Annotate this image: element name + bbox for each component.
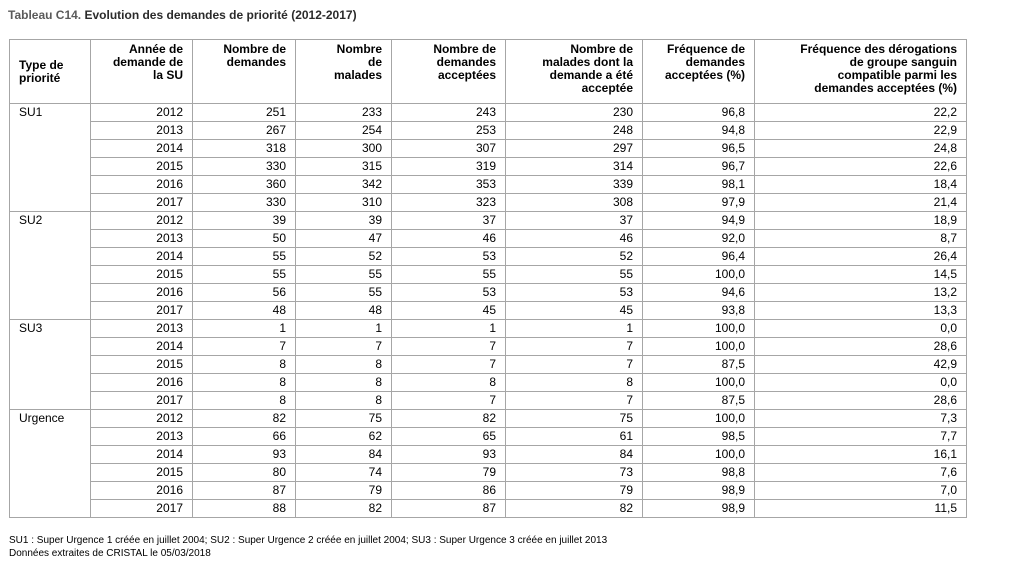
table-cell: 21,4 [755, 194, 967, 212]
header-accepted-patients: Nombre de malades dont la demande a été acceptée [506, 40, 643, 104]
table-cell: 339 [506, 176, 643, 194]
table-row [10, 266, 967, 284]
table-cell: 7 [392, 338, 506, 356]
table-cell: 2015 [91, 266, 193, 284]
table-row [10, 122, 967, 140]
table-cell: 2014 [91, 338, 193, 356]
table-cell: 7 [506, 338, 643, 356]
table-cell: 7 [392, 356, 506, 374]
table-cell: 8,7 [755, 230, 967, 248]
table-cell: 82 [193, 410, 296, 428]
table-cell: 82 [392, 410, 506, 428]
table-cell: 8 [392, 374, 506, 392]
table-cell: 2016 [91, 284, 193, 302]
table-cell: 1 [392, 320, 506, 338]
table-row [10, 248, 967, 266]
table-cell: 93 [392, 446, 506, 464]
table-cell: 330 [193, 158, 296, 176]
table-cell: 80 [193, 464, 296, 482]
table-cell: 98,1 [643, 176, 755, 194]
table-cell: 8 [296, 374, 392, 392]
table-cell: 87,5 [643, 392, 755, 410]
table-cell: 100,0 [643, 410, 755, 428]
table-row [10, 140, 967, 158]
table-cell: 307 [392, 140, 506, 158]
table-cell: 7,7 [755, 428, 967, 446]
header-accepted: Nombre de demandes acceptées [392, 40, 506, 104]
table-cell: 65 [392, 428, 506, 446]
table-cell: 8 [193, 356, 296, 374]
footnote-source: Données extraites de CRISTAL le 05/03/2018 [9, 548, 211, 559]
table-cell: 2013 [91, 230, 193, 248]
footnote-definitions: SU1 : Super Urgence 1 créée en juillet 2004; SU2 : Super Urgence 2 créée en juillet 2004; SU3 : Super Urgence 3 créée en juillet 2013 [9, 535, 608, 546]
table-cell: 342 [296, 176, 392, 194]
priority-type-cell: SU2 [10, 212, 91, 320]
table-cell: 233 [296, 104, 392, 122]
table-cell: 318 [193, 140, 296, 158]
table-cell: 82 [296, 500, 392, 518]
table-cell: 96,5 [643, 140, 755, 158]
table-cell: 310 [296, 194, 392, 212]
table-cell: 82 [506, 500, 643, 518]
table-title-prefix: Tableau C14. [8, 8, 82, 22]
table-cell: 56 [193, 284, 296, 302]
table-row [10, 392, 967, 410]
table-cell: 98,5 [643, 428, 755, 446]
table-cell: 254 [296, 122, 392, 140]
table-cell: 7 [506, 356, 643, 374]
table-cell: 18,9 [755, 212, 967, 230]
table-cell: 96,4 [643, 248, 755, 266]
table-cell: 2017 [91, 302, 193, 320]
table-cell: 46 [506, 230, 643, 248]
table-cell: 13,3 [755, 302, 967, 320]
header-row [10, 40, 967, 104]
table-cell: 267 [193, 122, 296, 140]
table-cell: 314 [506, 158, 643, 176]
table-cell: 1 [506, 320, 643, 338]
table-cell: 42,9 [755, 356, 967, 374]
table-cell: 2014 [91, 446, 193, 464]
table-row [10, 194, 967, 212]
table-cell: 22,2 [755, 104, 967, 122]
table-cell: 14,5 [755, 266, 967, 284]
table-cell: 92,0 [643, 230, 755, 248]
table-row [10, 374, 967, 392]
table-cell: 75 [296, 410, 392, 428]
table-cell: 87 [193, 482, 296, 500]
table-row [10, 338, 967, 356]
header-derogation-rate: Fréquence des dérogations de groupe sanguin compatible parmi les demandes acceptées (%) [755, 40, 967, 104]
table-cell: 251 [193, 104, 296, 122]
table-row [10, 464, 967, 482]
header-requests: Nombre de demandes [193, 40, 296, 104]
table-row [10, 230, 967, 248]
table-row [10, 284, 967, 302]
priority-type-cell: SU3 [10, 320, 91, 410]
table-cell: 79 [392, 464, 506, 482]
table-cell: 2012 [91, 410, 193, 428]
table-cell: 53 [392, 248, 506, 266]
table-cell: 79 [506, 482, 643, 500]
table-row [10, 212, 967, 230]
table-cell: 319 [392, 158, 506, 176]
table-cell: 84 [506, 446, 643, 464]
priority-requests-table [9, 39, 967, 518]
table-cell: 0,0 [755, 374, 967, 392]
table-cell: 230 [506, 104, 643, 122]
table-cell: 2017 [91, 500, 193, 518]
table-cell: 62 [296, 428, 392, 446]
table-cell: 28,6 [755, 338, 967, 356]
table-cell: 75 [506, 410, 643, 428]
table-row [10, 356, 967, 374]
table-cell: 66 [193, 428, 296, 446]
table-cell: 16,1 [755, 446, 967, 464]
table-cell: 39 [193, 212, 296, 230]
table-cell: 84 [296, 446, 392, 464]
table-cell: 96,8 [643, 104, 755, 122]
table-cell: 308 [506, 194, 643, 212]
table-cell: 100,0 [643, 266, 755, 284]
table-cell: 53 [506, 284, 643, 302]
table-cell: 46 [392, 230, 506, 248]
table-cell: 2012 [91, 104, 193, 122]
table-cell: 2016 [91, 374, 193, 392]
table-cell: 24,8 [755, 140, 967, 158]
table-cell: 52 [506, 248, 643, 266]
table-cell: 7,6 [755, 464, 967, 482]
header-acceptance-rate: Fréquence de demandes acceptées (%) [643, 40, 755, 104]
table-cell: 98,9 [643, 482, 755, 500]
table-cell: 7,0 [755, 482, 967, 500]
header-year: Année de demande de la SU [91, 40, 193, 104]
table-cell: 86 [392, 482, 506, 500]
table-cell: 55 [506, 266, 643, 284]
table-cell: 2012 [91, 212, 193, 230]
table-cell: 45 [392, 302, 506, 320]
table-cell: 87,5 [643, 356, 755, 374]
table-cell: 1 [296, 320, 392, 338]
table-cell: 96,7 [643, 158, 755, 176]
table-cell: 2017 [91, 392, 193, 410]
table-body [10, 104, 967, 518]
table-cell: 13,2 [755, 284, 967, 302]
table-title-text: Evolution des demandes de priorité (2012-2017) [84, 8, 357, 22]
table-cell: 88 [193, 500, 296, 518]
table-cell: 0,0 [755, 320, 967, 338]
table-cell: 100,0 [643, 374, 755, 392]
priority-type-cell: Urgence [10, 410, 91, 518]
table-cell: 11,5 [755, 500, 967, 518]
table-cell: 55 [296, 266, 392, 284]
table-cell: 8 [296, 356, 392, 374]
table-title [8, 8, 357, 22]
table-cell: 73 [506, 464, 643, 482]
table-cell: 47 [296, 230, 392, 248]
table-cell: 55 [193, 266, 296, 284]
table-cell: 8 [506, 374, 643, 392]
table-cell: 8 [193, 374, 296, 392]
table-cell: 39 [296, 212, 392, 230]
table-row [10, 446, 967, 464]
table-cell: 87 [392, 500, 506, 518]
table-cell: 55 [193, 248, 296, 266]
table-row [10, 410, 967, 428]
table-cell: 100,0 [643, 446, 755, 464]
priority-type-cell: SU1 [10, 104, 91, 212]
table-cell: 2015 [91, 158, 193, 176]
table-cell: 94,8 [643, 122, 755, 140]
table-cell: 248 [506, 122, 643, 140]
table-cell: 28,6 [755, 392, 967, 410]
table-row [10, 320, 967, 338]
table-cell: 61 [506, 428, 643, 446]
table-cell: 55 [392, 266, 506, 284]
table-cell: 79 [296, 482, 392, 500]
table-cell: 297 [506, 140, 643, 158]
table-cell: 353 [392, 176, 506, 194]
table-cell: 360 [193, 176, 296, 194]
header-patients: Nombre de malades [296, 40, 392, 104]
table-cell: 45 [506, 302, 643, 320]
table-cell: 94,6 [643, 284, 755, 302]
table-cell: 98,9 [643, 500, 755, 518]
table-cell: 253 [392, 122, 506, 140]
table-cell: 2014 [91, 248, 193, 266]
table-cell: 7 [193, 338, 296, 356]
table-row [10, 482, 967, 500]
table-cell: 18,4 [755, 176, 967, 194]
table-cell: 98,8 [643, 464, 755, 482]
table-cell: 48 [296, 302, 392, 320]
table-cell: 50 [193, 230, 296, 248]
table-cell: 22,6 [755, 158, 967, 176]
table-cell: 2013 [91, 428, 193, 446]
table-cell: 93,8 [643, 302, 755, 320]
table-cell: 48 [193, 302, 296, 320]
table-cell: 37 [506, 212, 643, 230]
table-cell: 2016 [91, 176, 193, 194]
table-row [10, 428, 967, 446]
table-cell: 2014 [91, 140, 193, 158]
table-row [10, 500, 967, 518]
table-row [10, 104, 967, 122]
table-cell: 243 [392, 104, 506, 122]
table-cell: 315 [296, 158, 392, 176]
table-cell: 8 [193, 392, 296, 410]
table-cell: 22,9 [755, 122, 967, 140]
table-cell: 323 [392, 194, 506, 212]
table-cell: 74 [296, 464, 392, 482]
table-cell: 2017 [91, 194, 193, 212]
table-cell: 100,0 [643, 320, 755, 338]
table-cell: 100,0 [643, 338, 755, 356]
table-cell: 7,3 [755, 410, 967, 428]
table-cell: 93 [193, 446, 296, 464]
table-cell: 94,9 [643, 212, 755, 230]
table-cell: 1 [193, 320, 296, 338]
table-cell: 300 [296, 140, 392, 158]
table-cell: 2015 [91, 356, 193, 374]
table-cell: 2015 [91, 464, 193, 482]
table-cell: 7 [296, 338, 392, 356]
table-row [10, 302, 967, 320]
table-cell: 2016 [91, 482, 193, 500]
table-cell: 7 [506, 392, 643, 410]
table-row [10, 158, 967, 176]
table-cell: 2013 [91, 320, 193, 338]
table-cell: 37 [392, 212, 506, 230]
table-cell: 7 [392, 392, 506, 410]
table-cell: 52 [296, 248, 392, 266]
table-cell: 97,9 [643, 194, 755, 212]
table-row [10, 176, 967, 194]
table-cell: 26,4 [755, 248, 967, 266]
header-type: Type de priorité [10, 40, 91, 104]
table-cell: 2013 [91, 122, 193, 140]
table-cell: 55 [296, 284, 392, 302]
table-cell: 8 [296, 392, 392, 410]
table-cell: 53 [392, 284, 506, 302]
table-cell: 330 [193, 194, 296, 212]
